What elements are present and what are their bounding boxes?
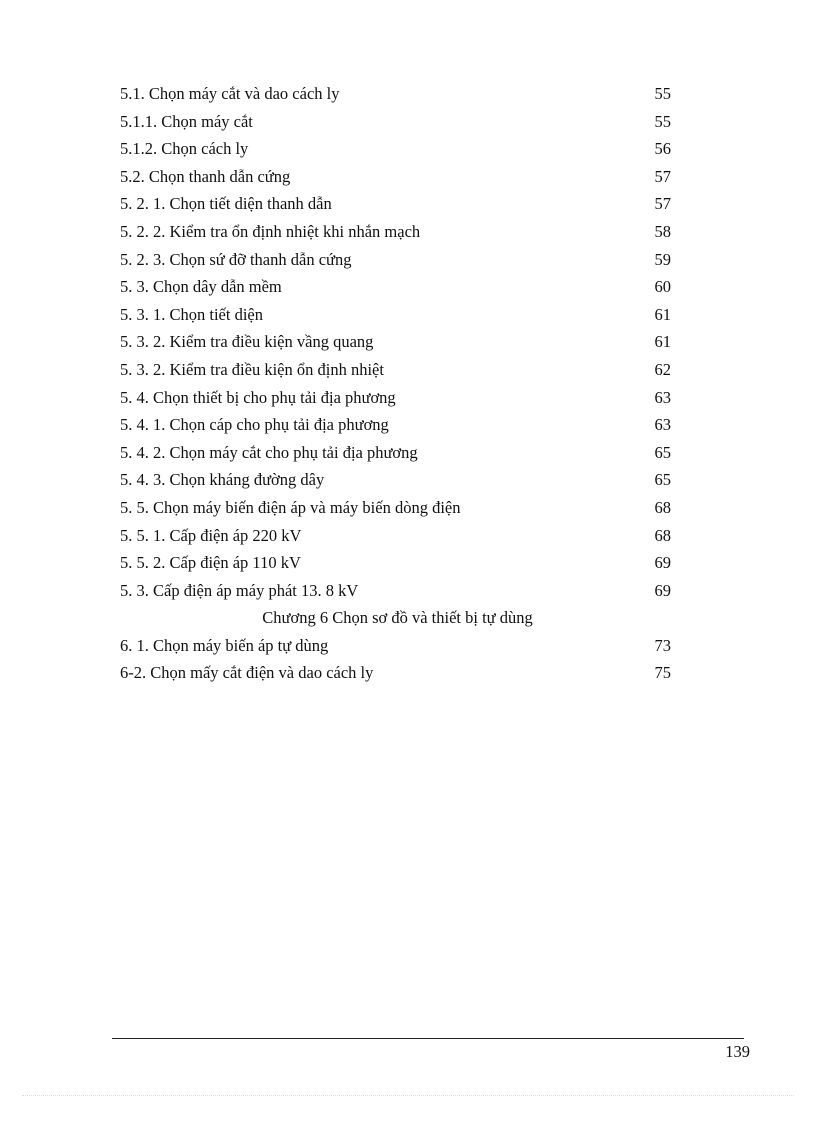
toc-entry-page: 63 (654, 387, 671, 407)
toc-entry (120, 356, 675, 384)
toc-entry-title: 5.2. Chọn thanh dẫn cứng (120, 166, 291, 186)
toc-entry (120, 632, 675, 660)
toc-entry (120, 135, 675, 163)
toc-entry-title: 5. 2. 2. Kiểm tra ổn định nhiệt khi nhắn mạch (120, 221, 421, 241)
toc-entry (120, 108, 675, 136)
toc-entry (120, 466, 675, 494)
toc-entry-page: 61 (654, 304, 671, 324)
toc-entry-title: 5. 5. 2. Cấp điện áp 110 kV (120, 553, 301, 573)
toc-entry (120, 659, 675, 687)
toc-entry-title: Chương 6 Chọn sơ đồ và thiết bị tự dùng (262, 608, 533, 628)
toc-entry-title: 5. 4. 1. Chọn cáp cho phụ tải địa phương (120, 415, 389, 435)
toc-entry-title: 5. 3. Cấp điện áp máy phát 13. 8 kV (120, 580, 359, 600)
toc-entry-page: 58 (654, 221, 671, 241)
toc-entry (120, 80, 675, 108)
table-of-contents (120, 80, 675, 687)
toc-entry-title: 5. 3. 2. Kiểm tra điều kiện vầng quang (120, 332, 374, 352)
toc-entry-page: 69 (654, 553, 671, 573)
toc-entry-page: 57 (654, 194, 671, 214)
toc-entry (120, 163, 675, 191)
toc-entry-page: 65 (654, 470, 671, 490)
toc-entry-page: 69 (654, 580, 671, 600)
toc-entry (120, 549, 675, 577)
toc-entry (120, 301, 675, 329)
toc-entry-page: 60 (654, 277, 671, 297)
toc-entry-title: 5. 4. Chọn thiết bị cho phụ tải địa phương (120, 387, 396, 407)
toc-entry (120, 522, 675, 550)
toc-entry-title: 5.1.2. Chọn cách ly (120, 139, 249, 159)
toc-entry-title: 5. 3. 1. Chọn tiết diện (120, 304, 263, 324)
toc-entry (120, 384, 675, 412)
toc-entry-page: 62 (654, 359, 671, 379)
toc-entry-title: 5. 2. 1. Chọn tiết diện thanh dẫn (120, 194, 332, 214)
toc-entry-page: 61 (654, 332, 671, 352)
toc-entry (120, 494, 675, 522)
toc-entry-page: 57 (654, 166, 671, 186)
toc-entry-title: 5.1. Chọn máy cắt và dao cách ly (120, 84, 340, 103)
toc-chapter-heading (120, 604, 675, 632)
toc-entry-page: 63 (654, 415, 671, 435)
toc-entry-page: 73 (654, 635, 671, 655)
toc-entry-title: 5. 3. Chọn dây dẫn mềm (120, 277, 282, 297)
footer-rule (112, 1038, 744, 1039)
toc-entry-page: 59 (654, 249, 671, 269)
toc-entry-page: 68 (654, 525, 671, 545)
toc-entry-page: 55 (654, 111, 671, 131)
toc-entry-title: 5. 4. 2. Chọn máy cắt cho phụ tải địa phương (120, 442, 418, 462)
toc-entry-page: 65 (654, 442, 671, 462)
toc-entry-title: 5. 2. 3. Chọn sứ đỡ thanh dẫn cứng (120, 249, 352, 269)
toc-entry-title: 5. 4. 3. Chọn kháng đường dây (120, 470, 325, 490)
toc-entry (120, 411, 675, 439)
toc-entry-title: 5. 3. 2. Kiểm tra điều kiện ổn định nhiệt (120, 359, 384, 379)
toc-entry (120, 439, 675, 467)
toc-entry-title: 5. 5. 1. Cấp điện áp 220 kV (120, 525, 302, 545)
toc-entry-page: 55 (654, 84, 671, 103)
toc-entry-page: 68 (654, 497, 671, 517)
toc-entry (120, 218, 675, 246)
toc-entry (120, 190, 675, 218)
toc-entry (120, 577, 675, 605)
toc-entry-title: 6-2. Chọn mấy cắt điện và dao cách ly (120, 663, 374, 683)
toc-entry (120, 246, 675, 274)
toc-entry (120, 328, 675, 356)
toc-entry-page: 75 (654, 663, 671, 683)
toc-entry-title: 5. 5. Chọn máy biến điện áp và máy biến dòng điện (120, 497, 461, 517)
toc-entry-title: 6. 1. Chọn máy biến áp tự dùng (120, 635, 329, 655)
page-number: 139 (725, 1042, 750, 1061)
toc-entry-title: 5.1.1. Chọn máy cắt (120, 111, 253, 131)
toc-entry (120, 273, 675, 301)
toc-entry-page: 56 (654, 139, 671, 159)
bottom-edge-dots (22, 1095, 794, 1096)
